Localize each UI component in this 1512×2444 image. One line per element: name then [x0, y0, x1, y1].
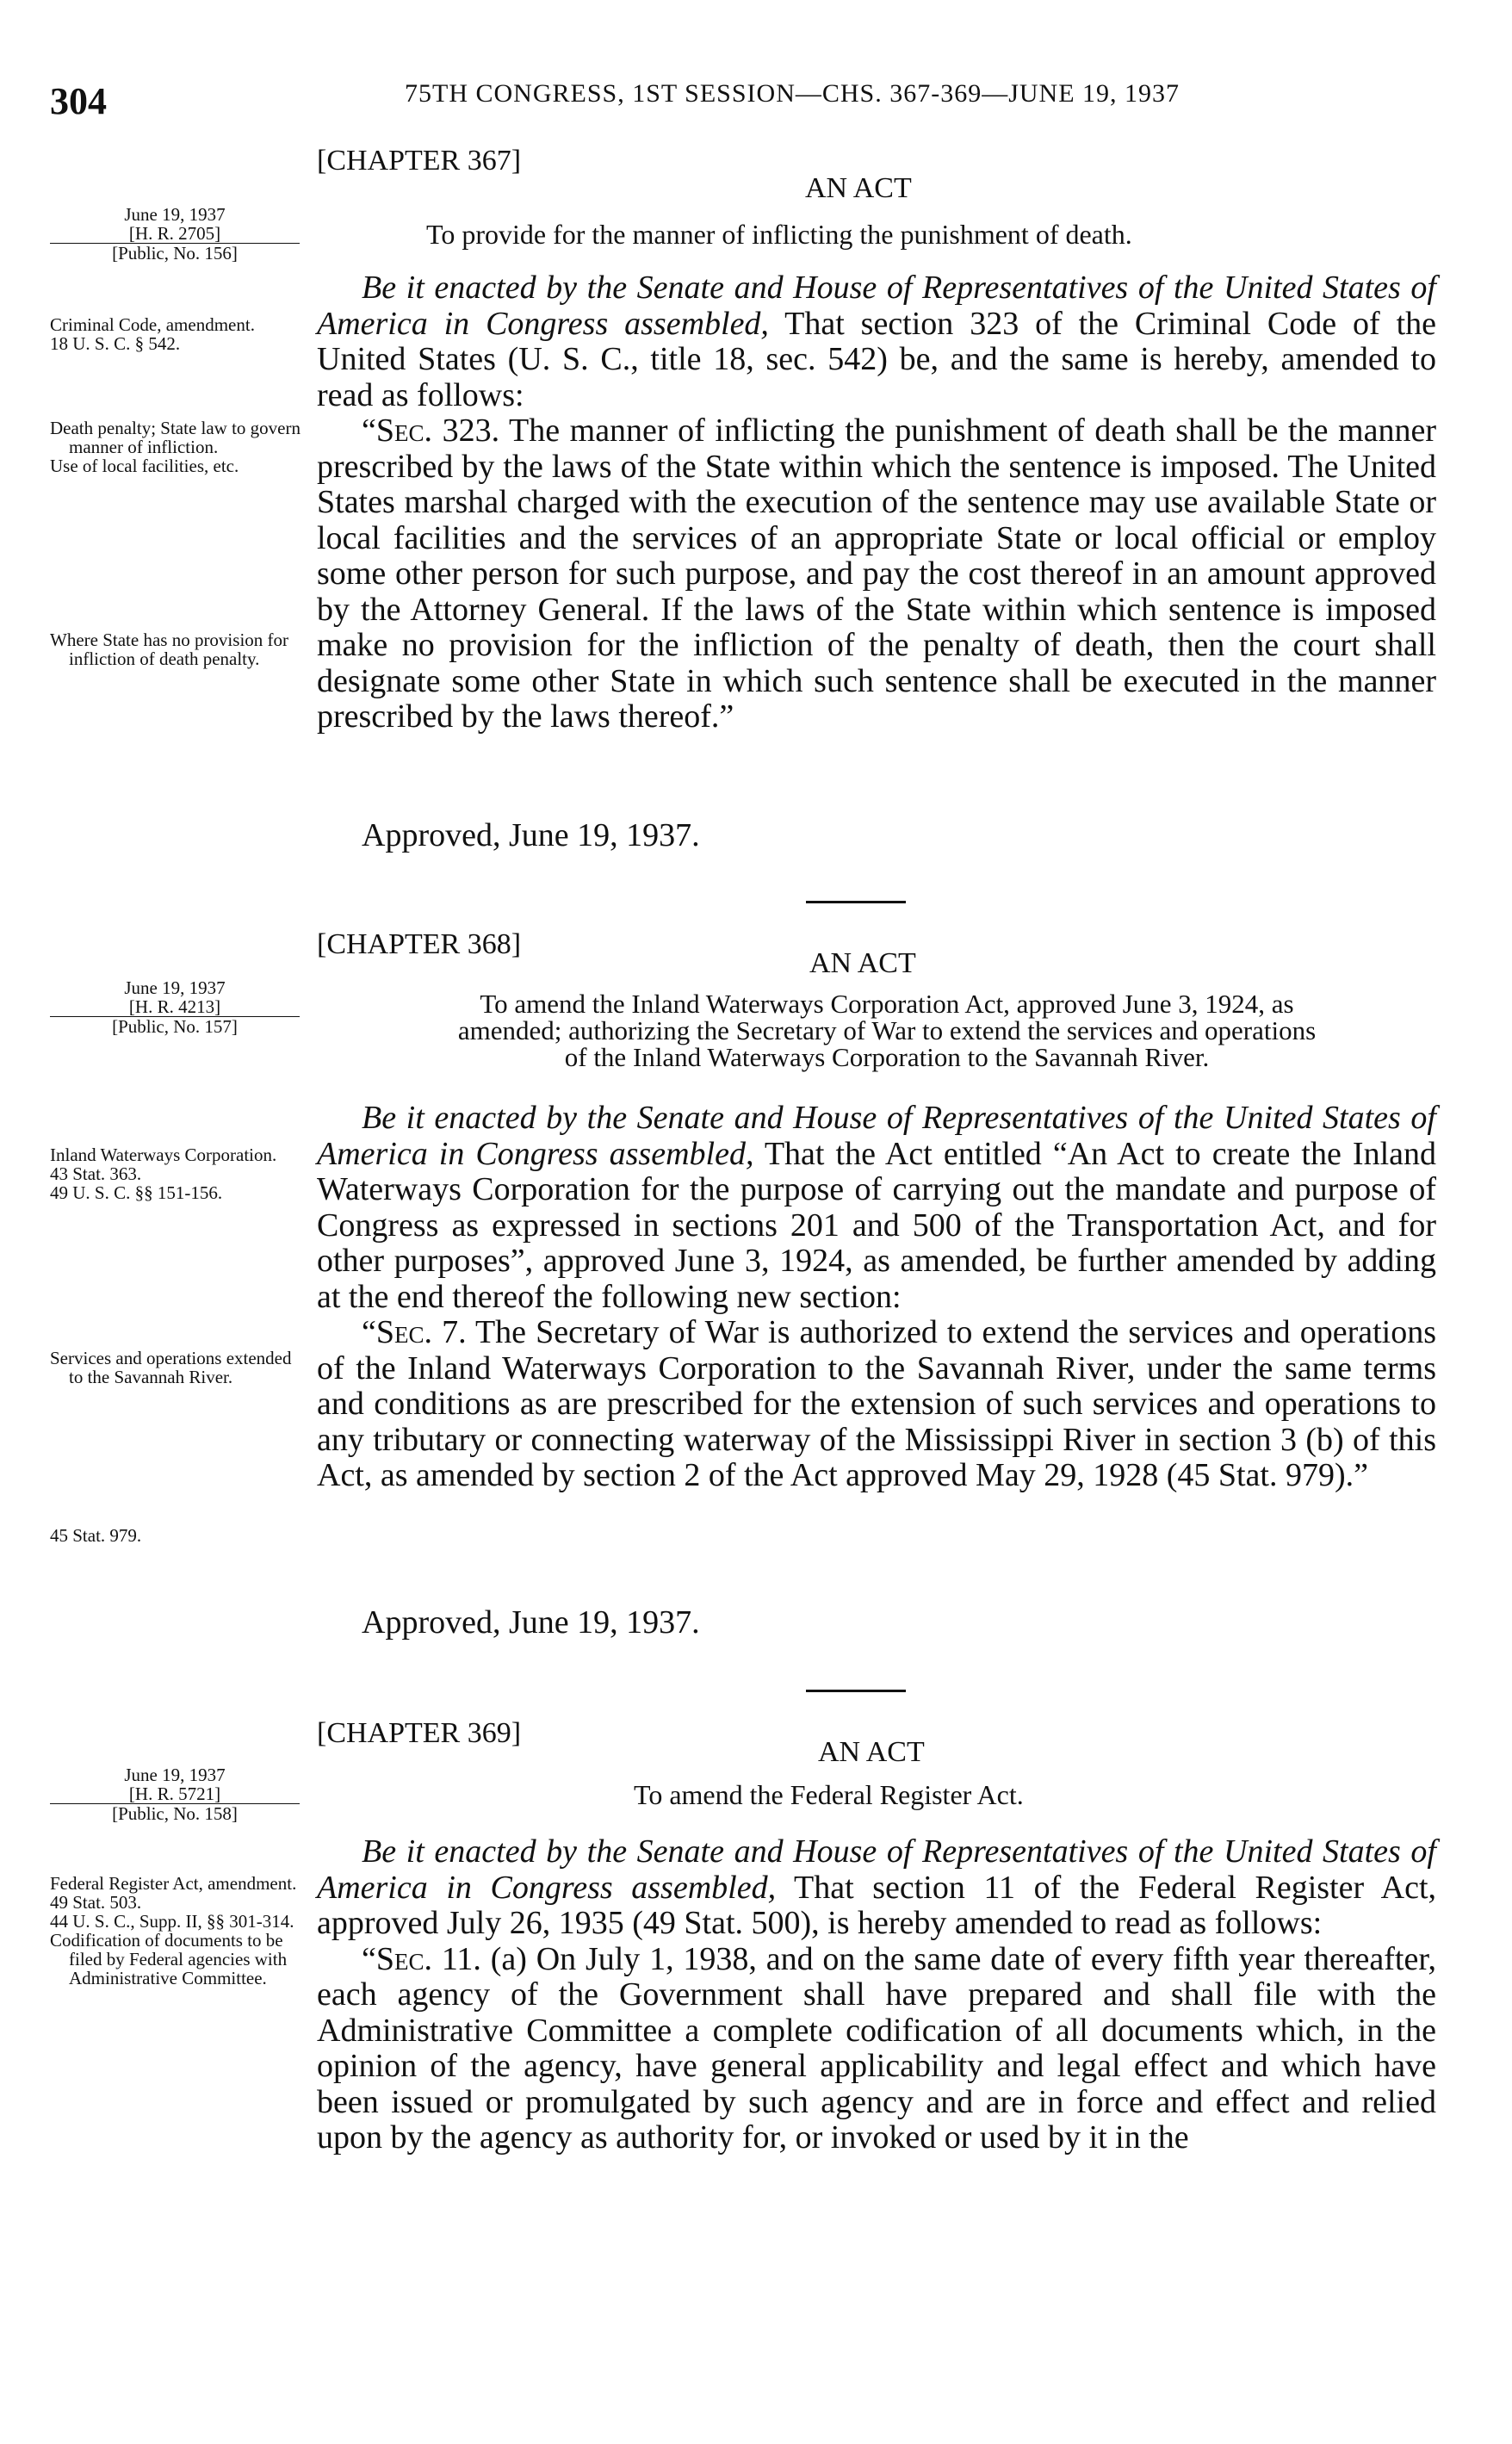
chapter-368-purpose: To amend the Inland Waterways Corporation Act, approved June 3, 1924, as amended; authorizing the Secretary of War to extend the services and operations of the Inland Waterways Corporation to the Savannah River.	[457, 989, 1317, 1072]
chapter-367-body	[317, 270, 1436, 735]
enacting-clause: Be it enacted by the Senate and House of Representatives of the United States of America in Congress assembled,	[317, 1100, 1436, 1172]
margin-bill-number: [H. R. 2705]	[50, 224, 300, 244]
chapter-369-act-title: AN ACT	[818, 1736, 925, 1768]
section-amendment-text: That the Act entitled “An Act to create the Inland Waterways Corporation for the purpose of carrying out the mandate and purpose of Congress as expressed in sections 201 and 500 of the Transportation Act, and for other purposes”, approved June 3, 1924, as amended, be further amended by adding at the end thereof the following new section:	[317, 1135, 1436, 1315]
margin-note-no-provision: Where State has no provision for infliction of death penalty.	[50, 630, 289, 669]
section-323-text: 323. The manner of inflicting the punishment of death shall be the manner prescribed by the laws of the State within which the sentence is imposed. The United States marshal charged with the execution of the sentence may use available State or local facilities and the services of an appropriate State or local official or employ some other person for such purpose, and pay the cost thereof in an amount approved by the Attorney General. If the laws of the State within which sentence is imposed make no provision for the infliction of the penalty of death, then the court shall designate some other State in which such sentence shall be executed in the manner prescribed by the laws thereof.”	[317, 413, 1436, 735]
margin-note-45-stat: 45 Stat. 979.	[50, 1525, 142, 1546]
section-11-text: 11. (a) On July 1, 1938, and on the same date of every fifth year thereafter, each agency of the Government shall have prepared and shall file with the Administrative Committee a complete codification of all documents which, in the opinion of the agency, have general applicability and legal effect and which have been issued or promulgated by such agency and are in force and effect and relied upon by the agency as authority for, or invoked or used by it in the	[317, 1940, 1436, 2156]
section-amendment-text: That section 323 of the Criminal Code of the United States (U. S. C., title 18, sec. 542) be, and the same is hereby, amended to read as follows:	[317, 305, 1436, 413]
chapter-367-approved: Approved, June 19, 1937.	[362, 817, 700, 853]
margin-bill-number: [H. R. 5721]	[50, 1784, 300, 1804]
section-mark: “Sec.	[362, 1314, 433, 1350]
chapter-367-margin-citation	[50, 205, 300, 263]
section-divider	[806, 1690, 906, 1692]
chapter-368-heading: [CHAPTER 368]	[317, 928, 522, 960]
margin-note-federal-register: Federal Register Act, amendment. 49 Stat. 503. 44 U. S. C., Supp. II, §§ 301-314. Codification of documents to be filed by Federal agencies with Administrative Committee.	[50, 1873, 297, 1988]
chapter-368-act-title: AN ACT	[809, 947, 916, 979]
margin-public-law: [Public, No. 158]	[112, 1803, 238, 1824]
section-mark: “Sec.	[362, 1940, 433, 1977]
enacting-clause: Be it enacted by the Senate and House of Representatives of the United States of America in Congress assembled,	[317, 1833, 1436, 1906]
margin-date: June 19, 1937	[124, 1765, 226, 1785]
margin-date: June 19, 1937	[124, 977, 226, 998]
margin-date: June 19, 1937	[124, 204, 226, 225]
margin-public-law: [Public, No. 156]	[112, 243, 238, 264]
margin-note-inland-waterways: Inland Waterways Corporation. 43 Stat. 363. 49 U. S. C. §§ 151-156.	[50, 1144, 277, 1203]
chapter-369-purpose: To amend the Federal Register Act.	[634, 1779, 1024, 1810]
section-divider	[806, 901, 906, 903]
chapter-367-purpose: To provide for the manner of inflicting the punishment of death.	[426, 219, 1132, 250]
chapter-367-heading: [CHAPTER 367]	[317, 145, 522, 177]
chapter-369-body	[317, 1834, 1436, 2156]
page-number: 304	[50, 80, 107, 122]
margin-note-savannah-river: Services and operations extended to the Savannah River.	[50, 1348, 292, 1387]
enacting-clause: Be it enacted by the Senate and House of Representatives of the United States of America in Congress assembled,	[317, 270, 1436, 342]
chapter-368-margin-citation	[50, 978, 300, 1036]
margin-bill-number: [H. R. 4213]	[50, 997, 300, 1017]
section-mark: “Sec.	[362, 413, 433, 449]
section-7-text: 7. The Secretary of War is authorized to extend the services and operations of the Inland Waterways Corporation to the Savannah River, under the same terms and conditions as are prescribed for the extension of such services and operations to any tributary or connecting waterway of the Mississippi River in section 3 (b) of this Act, as amended by section 2 of the Act approved May 29, 1928 (45 Stat. 979).”	[317, 1314, 1436, 1493]
chapter-369-heading: [CHAPTER 369]	[317, 1717, 522, 1749]
margin-note-death-penalty: Death penalty; State law to govern manner of infliction. Use of local facilities, etc.	[50, 418, 301, 476]
section-amendment-text: That section 11 of the Federal Register Act, approved July 26, 1935 (49 Stat. 500), is hereby amended to read as follows:	[317, 1869, 1436, 1941]
margin-note-criminal-code: Criminal Code, amendment. 18 U. S. C. § 542.	[50, 314, 255, 354]
running-head: 75TH CONGRESS, 1ST SESSION—CHS. 367-369—JUNE 19, 1937	[405, 79, 1180, 108]
margin-public-law: [Public, No. 157]	[112, 1016, 238, 1037]
chapter-368-body	[317, 1101, 1436, 1494]
chapter-369-margin-citation	[50, 1765, 300, 1823]
chapter-368-approved: Approved, June 19, 1937.	[362, 1604, 700, 1641]
chapter-367-act-title: AN ACT	[805, 172, 912, 204]
